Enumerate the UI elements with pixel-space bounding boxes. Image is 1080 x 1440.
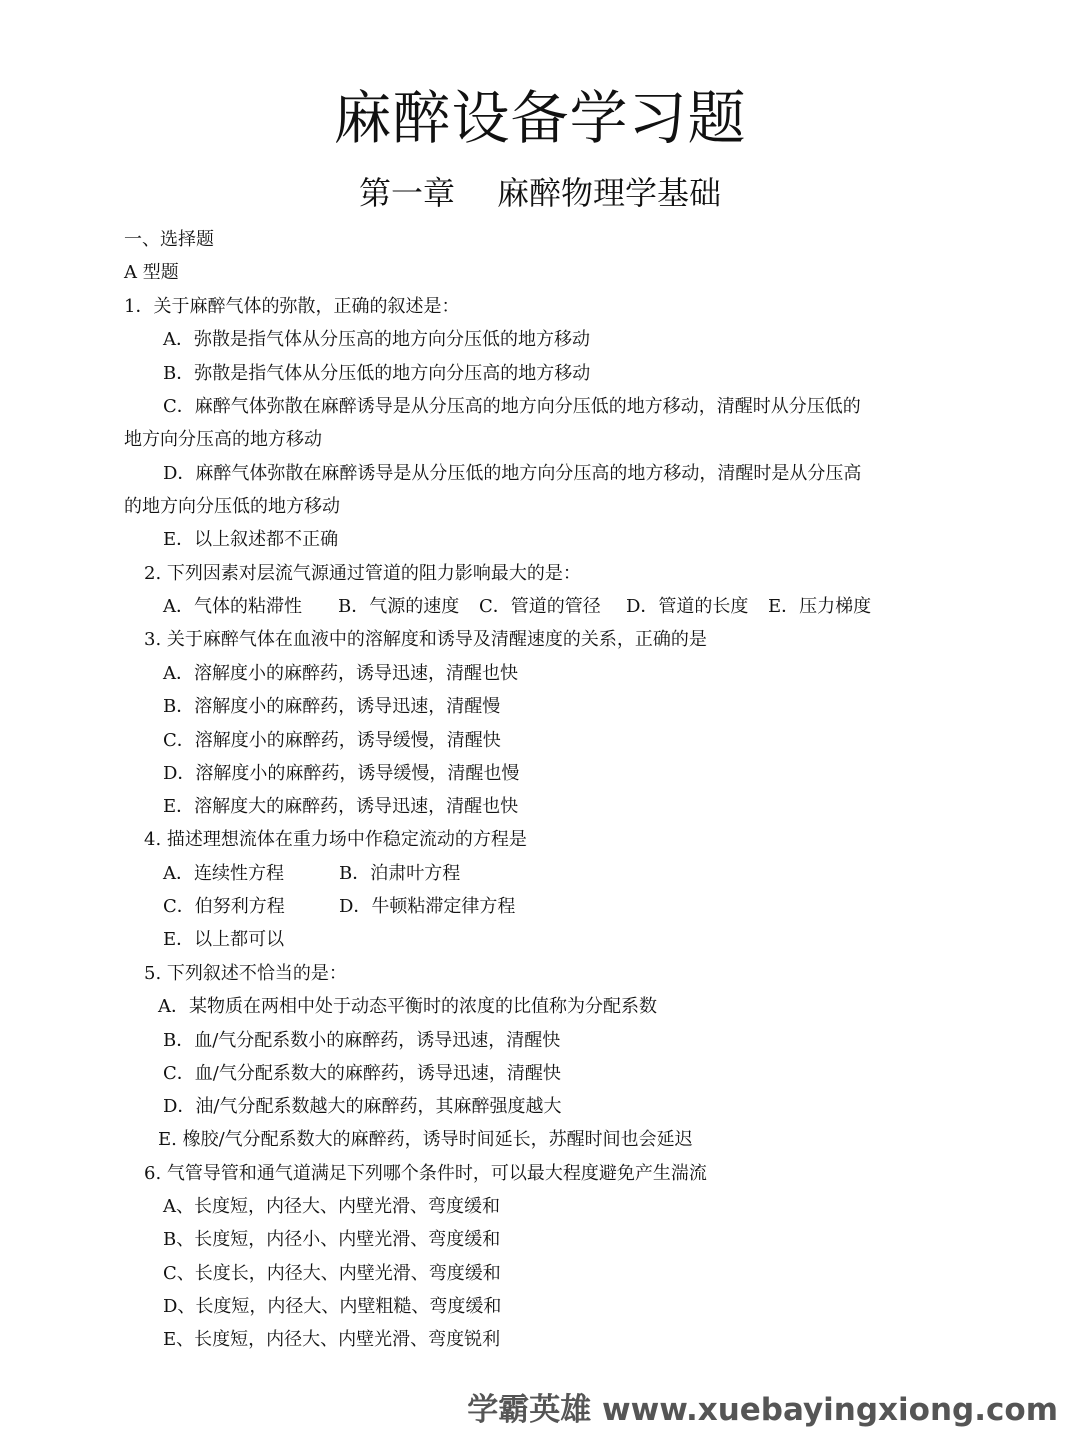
question-5-option-a: A．某物质在两相中处于动态平衡时的浓度的比值称为分配系数 <box>158 996 657 1017</box>
question-6-option-e: E、长度短，内径大、内壁光滑、弯度锐利 <box>163 1329 501 1350</box>
chapter-heading <box>0 170 1080 216</box>
question-3-option-e: E．溶解度大的麻醉药，诱导迅速，清醒也快 <box>163 796 519 817</box>
question-1-stem: 1．关于麻醉气体的弥散，正确的叙述是： <box>124 296 460 317</box>
document-title: 麻醉设备学习题 <box>333 84 747 152</box>
question-4-option-a: A．连续性方程 <box>163 863 284 884</box>
question-3-option-a: A．溶解度小的麻醉药，诱导迅速，清醒也快 <box>163 663 518 684</box>
question-3-option-b: B．溶解度小的麻醉药，诱导迅速，清醒慢 <box>163 696 501 717</box>
site-watermark: 学霸英雄 www.xuebayingxiong.com <box>467 1392 1058 1428</box>
question-4-options-row-2 <box>163 894 515 920</box>
question-4-option-d: D．牛顿粘滞定律方程 <box>339 896 516 917</box>
question-4-option-b: B．泊肃叶方程 <box>339 863 461 884</box>
question-5-option-b: B．血/气分配系数小的麻醉药，诱导迅速，清醒快 <box>163 1030 561 1051</box>
question-5-option-c: C．血/气分配系数大的麻醉药，诱导迅速，清醒快 <box>163 1063 561 1084</box>
question-5-option-d: D．油/气分配系数越大的麻醉药，其麻醉强度越大 <box>163 1096 562 1117</box>
question-4-stem: 4. 描述理想流体在重力场中作稳定流动的方程是 <box>144 829 527 850</box>
question-6-option-c: C、长度长，内径大、内壁光滑、弯度缓和 <box>163 1263 501 1284</box>
question-4-option-c: C．伯努利方程 <box>163 896 285 917</box>
question-1-option-b: B．弥散是指气体从分压低的地方向分压高的地方移动 <box>163 363 591 384</box>
question-1-option-a: A．弥散是指气体从分压高的地方向分压低的地方移动 <box>163 329 590 350</box>
question-6-stem: 6. 气管导管和通气道满足下列哪个条件时，可以最大程度避免产生湍流 <box>144 1163 707 1184</box>
question-5-stem: 5. 下列叙述不恰当的是： <box>144 963 347 984</box>
question-6-option-d: D、长度短，内径大、内壁粗糙、弯度缓和 <box>163 1296 502 1317</box>
chapter-name: 麻醉物理学基础 <box>497 174 722 212</box>
question-2-option-b: B．气源的速度 <box>338 596 460 617</box>
question-2-option-d: D．管道的长度 <box>626 596 749 617</box>
question-4-options-row-1 <box>163 861 460 887</box>
question-2-option-c: C．管道的管径 <box>479 596 601 617</box>
question-1-option-c: C．麻醉气体弥散在麻醉诱导是从分压高的地方向分压低的地方移动，清醒时从分压低的 <box>163 396 861 417</box>
question-2-stem: 2. 下列因素对层流气源通过管道的阻力影响最大的是： <box>144 563 581 584</box>
question-3-option-c: C．溶解度小的麻醉药，诱导缓慢，清醒快 <box>163 730 501 751</box>
chapter-number: 第一章 <box>358 174 455 212</box>
question-6-option-b: B、长度短，内径小、内壁光滑、弯度缓和 <box>163 1229 501 1250</box>
question-5-option-e: E. 橡胶/气分配系数大的麻醉药，诱导时间延长，苏醒时间也会延迟 <box>158 1129 693 1150</box>
question-1-option-c-continued: 地方向分压高的地方移动 <box>124 429 322 450</box>
question-2-options <box>163 594 871 620</box>
question-type-label: A 型题 <box>124 262 179 283</box>
question-6-option-a: A、长度短，内径大、内壁光滑、弯度缓和 <box>163 1196 500 1217</box>
question-1-option-e: E．以上叙述都不正确 <box>163 529 339 550</box>
question-4-option-e: E．以上都可以 <box>163 929 285 950</box>
question-2-option-a: A．气体的粘滞性 <box>163 596 302 617</box>
question-3-option-d: D．溶解度小的麻醉药，诱导缓慢，清醒也慢 <box>163 763 520 784</box>
question-3-stem: 3. 关于麻醉气体在血液中的溶解度和诱导及清醒速度的关系，正确的是 <box>144 629 707 650</box>
question-1-option-d-continued: 的地方向分压低的地方移动 <box>124 496 340 517</box>
section-heading: 一、选择题 <box>124 229 214 250</box>
question-1-option-d: D．麻醉气体弥散在麻醉诱导是从分压低的地方向分压高的地方移动，清醒时是从分压高 <box>163 463 862 484</box>
question-2-option-e: E．压力梯度 <box>768 596 872 617</box>
